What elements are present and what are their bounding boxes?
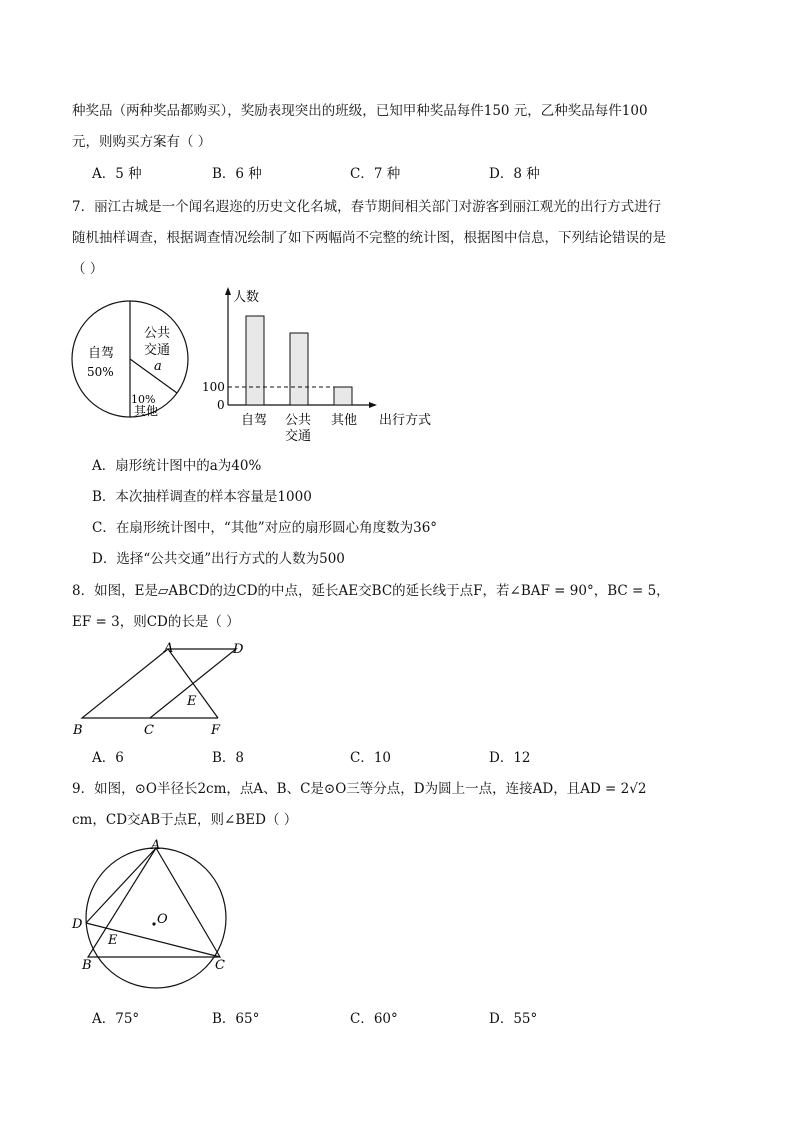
q7-option-b: B．本次抽样调查的样本容量是1000: [92, 489, 312, 505]
q7-stem-line3: （ ）: [72, 261, 104, 277]
bar-public: [290, 333, 308, 405]
label-d: D: [72, 917, 83, 932]
bar-x-arrow: [369, 402, 377, 408]
bar-ylabel: 人数: [233, 290, 260, 305]
q9-option-c: C．60°: [350, 1011, 398, 1027]
q9-circle-figure: [70, 836, 250, 986]
bar-tick-100: 100: [202, 380, 225, 394]
q8-option-b: B．8: [212, 750, 245, 766]
q7-stem-line2: 随机抽样调查，根据调查情况绘制了如下两幅尚不完整的统计图，根据图中信息，下列结论错误的是: [72, 230, 666, 246]
q8-option-a: A．6: [92, 750, 124, 766]
q7-bar-chart: [200, 284, 450, 444]
segment-dc: [86, 923, 220, 957]
pie-label-other-pct: 10%: [131, 393, 156, 406]
q8-stem-line1: 8．如图，E是▱ABCD的边CD的中点，延长AE交BC的延长线于点F，若∠BAF = 90°，BC = 5，: [72, 583, 670, 599]
q9-option-b: B．65°: [212, 1011, 260, 1027]
bar-self-drive: [246, 316, 264, 405]
parallelogram-abcd: [82, 649, 236, 718]
q8-option-c: C．10: [350, 750, 392, 766]
pie-label-public-var: a: [154, 359, 162, 374]
label-c: C: [144, 723, 154, 738]
q9-option-d: D．55°: [489, 1011, 538, 1027]
circle-o: [86, 848, 226, 988]
q6-option-d: D．8 种: [489, 166, 540, 182]
bar-cat-public-2: 交通: [285, 429, 312, 444]
label-a: A: [164, 641, 174, 656]
q7-pie-chart: [71, 300, 191, 420]
pie-label-public-2: 交通: [144, 343, 171, 358]
label-e: E: [108, 933, 118, 948]
q7-option-c: C．在扇形统计图中，“其他”对应的扇形圆心角度数为36°: [92, 520, 438, 536]
q8-parallelogram-figure: [70, 640, 260, 740]
q9-stem-line2: cm，CD交AB于点E，则∠BED（ ）: [72, 812, 298, 828]
q6-stem-line2: 元，则购买方案有（ ）: [72, 134, 212, 150]
label-o: O: [157, 912, 168, 927]
bar-cat-other: 其他: [331, 413, 358, 428]
q7-option-d: D．选择“公共交通”出行方式的人数为500: [92, 551, 345, 567]
bar-tick-0: 0: [217, 398, 225, 412]
q7-stem-line1: 7．丽江古城是一个闻名遐迩的历史文化名城，春节期间相关部门对游客到丽江观光的出行方式进行: [72, 199, 662, 215]
q9-stem-line1: 9．如图，⊙O半径长2cm，点A、B、C是⊙O三等分点，D为圆上一点，连接AD，且AD = 2√2: [72, 781, 647, 797]
bar-cat-self-drive: 自驾: [241, 413, 268, 428]
label-c: C: [215, 958, 225, 973]
q6-option-a: A．5 种: [92, 166, 142, 182]
label-f: F: [211, 723, 221, 738]
segment-ad: [86, 848, 156, 923]
bar-cat-public-1: 公共: [285, 413, 312, 428]
label-e: E: [187, 694, 197, 709]
q8-option-d: D．12: [489, 750, 531, 766]
pie-label-self-drive: 自驾: [88, 346, 115, 361]
pie-label-self-drive-pct: 50%: [87, 365, 114, 379]
q7-option-a: A．扇形统计图中的a为40%: [92, 458, 262, 474]
label-a: A: [151, 838, 161, 853]
label-d: D: [233, 642, 244, 657]
bar-other: [334, 387, 352, 405]
q6-option-c: C．7 种: [350, 166, 401, 182]
pie-label-public-1: 公共: [144, 326, 171, 341]
center-dot: [152, 922, 155, 925]
q8-stem-line2: EF = 3，则CD的长是（ ）: [72, 614, 240, 630]
q9-option-a: A．75°: [92, 1011, 140, 1027]
q6-stem-line1: 种奖品（两种奖品都购买），奖励表现突出的班级，已知甲种奖品每件150 元，乙种奖品每件100: [72, 103, 648, 119]
pie-label-other: 其他: [134, 404, 159, 418]
q6-option-b: B．6 种: [212, 166, 262, 182]
label-b: B: [73, 723, 83, 738]
label-b: B: [82, 958, 92, 973]
bar-y-arrow: [225, 287, 231, 295]
bar-xlabel: 出行方式: [379, 413, 432, 428]
